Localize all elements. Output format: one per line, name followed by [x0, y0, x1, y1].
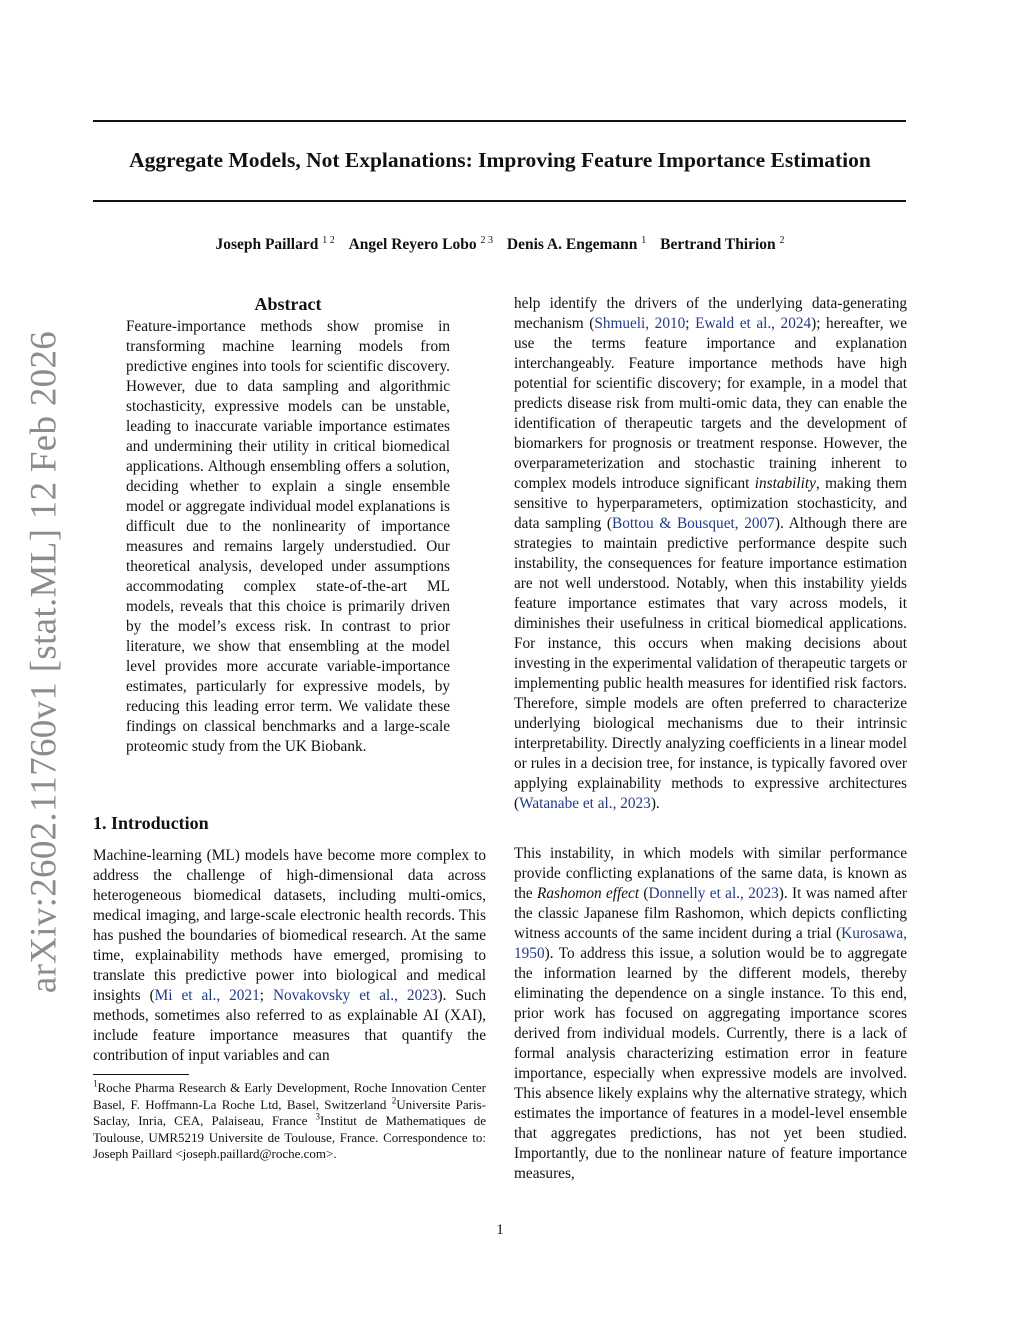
author-name: Denis A. Engemann	[506, 236, 638, 253]
footnote-marker: 2	[391, 1095, 397, 1106]
citation-link[interactable]: Novakovsky et al., 2023	[272, 987, 438, 1004]
citation-link[interactable]: Mi et al., 2021	[154, 987, 260, 1004]
arxiv-id-text: arXiv:2602.11760v1 [stat.ML] 12 Feb 2026	[23, 330, 65, 994]
affiliations-footnote	[93, 1080, 486, 1163]
author-affiliation: 2	[779, 234, 785, 246]
abstract-text: Feature-importance methods show promise in transforming machine learning models from predictive engines into tools for scientific discovery. However, due to data sampling and algorithmic stochasticity, expressive models can be unstable, leading to inaccurate variable importance estimates and undermining their utility in critical biomedical applications. Although ensembling offers a solution, deciding whether to explain a single ensemble model or aggregate individual model explanations is difficult due to the nonlinearity of importance measures and remains largely understudied. Our theoretical analysis, developed under assumptions accommodating complex state-of-the-art ML models, reveals that this choice is primarily driven by the model’s excess risk. In contrast to prior literature, we show that ensembling at the model level provides more accurate variable-importance estimates, particularly for expressive models, by reducing this leading error term. We validate these findings on classical benchmarks and a large-scale proteomic study from the UK Biobank.	[126, 318, 450, 755]
citation-link[interactable]: Bottou & Bousquet, 2007	[612, 515, 775, 532]
intro-text: ); hereafter, we use the terms feature importance and explanation interchangeably. Feature importance methods have high potential for scientific discovery; for example, in a model that predicts disease risk from multi-omic data, they can enable the identification of therapeutic targets and the development of biomarkers for prognosis or treatment response. However, the overparameterization and stochastic training inherent to complex models introduce significant	[514, 315, 907, 492]
author	[349, 236, 493, 253]
author-affiliation: 1	[641, 234, 647, 246]
author-name: Angel Reyero Lobo	[348, 236, 477, 253]
author	[215, 236, 334, 253]
paper-title: Aggregate Models, Not Explanations: Improving Feature Importance Estimation	[129, 148, 871, 172]
intro-paragraph-1	[93, 846, 486, 1066]
intro-text: , making them sensitive to hyperparameters, optimization stochasticity, and data sampling (	[514, 475, 907, 532]
citation-link[interactable]: Kurosawa, 1950	[514, 925, 907, 962]
emphasis-text: Rashomon effect	[537, 885, 640, 902]
intro-text: ). To address this issue, a solution would be to aggregate the information learned by the different models, thereby eliminating the dependence on a single instance. To this end, prior work has focused on aggregating importance scores derived from individual models. Currently, there is a lack of formal analysis characterizing estimation error in feature importance, especially when expressive models are involved. This absence likely explains why the alternative strategy, which estimates the importance of features in a model-level ensemble that aggregates predictions, has not yet been studied. Importantly, due to the nonlinear nature of feature importance measures,	[514, 945, 907, 1182]
author	[507, 236, 646, 253]
emphasis-text: instability	[754, 475, 816, 492]
title-rule-bottom	[93, 200, 906, 202]
introduction-heading: 1. Introduction	[93, 813, 209, 833]
author-name: Bertrand Thirion	[660, 236, 776, 253]
intro-paragraph-3	[514, 844, 907, 1184]
intro-text: ). It was named after the classic Japanese film Rashomon, which depicts conflicting witness accounts of the same incident during a trial (	[514, 885, 907, 942]
intro-text: This instability, in which models with similar performance provide conflicting explanations of the same data, is known as the	[514, 845, 907, 902]
author-list	[80, 234, 920, 256]
intro-text: (	[639, 885, 649, 902]
intro-text: ).	[650, 795, 660, 812]
footnote-marker: 1	[93, 1078, 98, 1089]
footnote-text: Universite Paris-Saclay, Inria, CEA, Palaiseau, France	[93, 1096, 486, 1128]
author-affiliation: 1 2	[322, 234, 335, 246]
author	[660, 236, 784, 253]
title-rule-top	[93, 120, 906, 122]
citation-link[interactable]: Shmueli, 2010	[594, 315, 686, 332]
citation-link[interactable]: Watanabe et al., 2023	[519, 795, 651, 812]
intro-text: ). Although there are strategies to maintain predictive performance despite such instability, the consequences for feature importance estimation are not well understood. Notably, when this instability yields feature importance estimates that vary across models, it diminishes their usefulness in critical biomedical applications. For instance, this occurs when making decisions about investing in the experimental validation of therapeutic targets or implementing public health measures for identified risk factors. Therefore, simple models are often preferred to characterize underlying biological mechanisms due to their intrinsic interpretability. Directly analyzing coefficients in a linear model or rules in a decision tree, for instance, is typically favored over applying explainability methods to expressive architectures (	[514, 515, 907, 812]
intro-text: ;	[685, 315, 696, 332]
intro-paragraph-2	[514, 294, 907, 814]
abstract-heading: Abstract	[254, 294, 322, 314]
footnote-marker: 3	[315, 1111, 321, 1122]
intro-text: help identify the drivers of the underlying data-generating mechanism (	[514, 295, 907, 332]
footnote-text: Institut de Mathematiques de Toulouse, UMR5219 Universite de Toulouse, France. Correspondence to: Joseph Paillard <joseph.paillard@roche.com>.	[93, 1113, 487, 1161]
footnote-rule	[93, 1074, 189, 1075]
footnote-text: Roche Pharma Research & Early Development, Roche Innovation Center Basel, F. Hoffmann-La Roche Ltd, Basel, Switzerland	[93, 1080, 486, 1112]
intro-text: ;	[259, 987, 273, 1004]
page-number: 1	[496, 1222, 504, 1238]
intro-text: ). Such methods, sometimes also referred to as explainable AI (XAI), include feature importance measures that quantify the contribution of input variables and can	[93, 987, 486, 1064]
citation-link[interactable]: Ewald et al., 2024	[695, 315, 812, 332]
citation-link[interactable]: Donnelly et al., 2023	[648, 885, 779, 902]
author-name: Joseph Paillard	[215, 236, 319, 253]
author-affiliation: 2 3	[480, 234, 493, 246]
intro-text: Machine-learning (ML) models have become more complex to address the challenge of high-dimensional data across heterogeneous biomedical datasets, including multi-omics, medical imaging, and large-scale electronic health records. This has pushed the boundaries of biomedical research. At the same time, explainability methods have emerged, promising to translate this predictive power into biological and medical insights (	[93, 847, 486, 1004]
